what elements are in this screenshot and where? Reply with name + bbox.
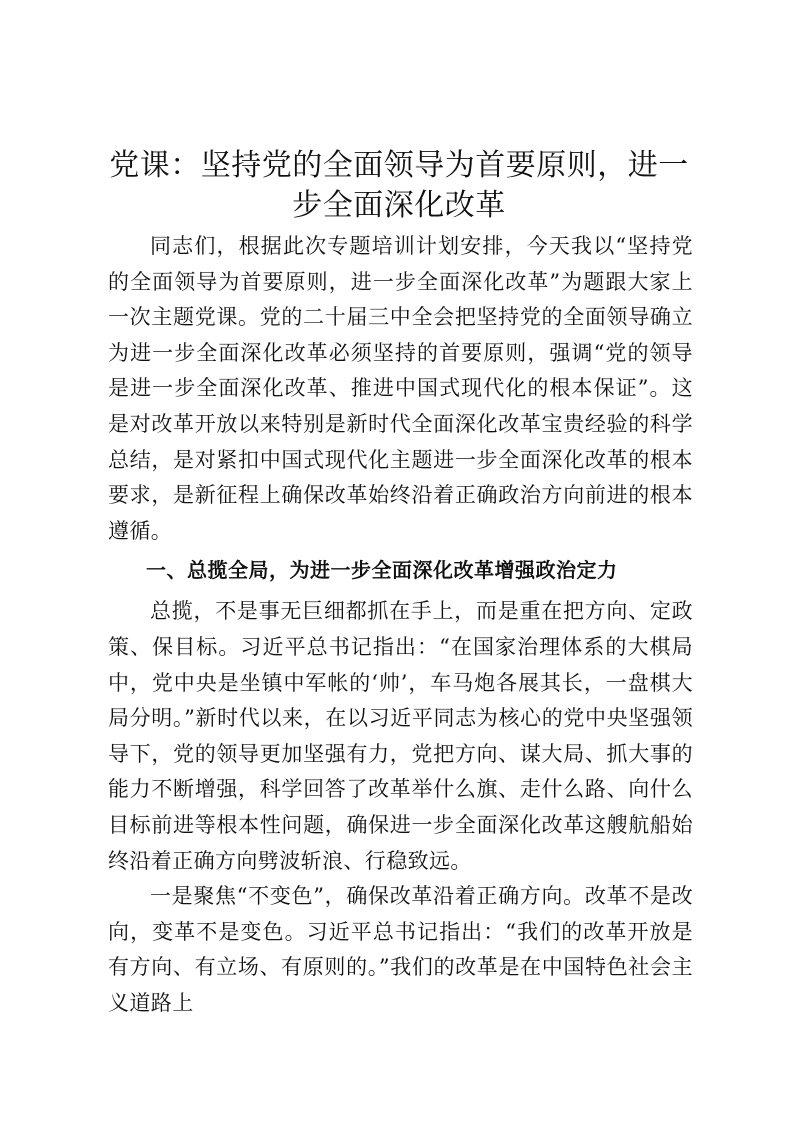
paragraph-point-one: 一是聚焦“不变色”，确保改革沿着正确方向。改革不是改向，变革不是变色。习近平总书记指出：“我们的改革开放是有方向、有立场、有原则的。”我们的改革是在中国特色社会主义道路上 — [108, 884, 693, 1015]
section-heading-1: 一、总揽全局，为进一步全面深化改革增强政治定力 — [146, 558, 618, 583]
document-body — [108, 229, 693, 1021]
paragraph-overview: 总揽，不是事无巨细都抓在手上，而是重在把方向、定政策、保目标。习近平总书记指出：“在国家治理体系的大棋局中，党中央是坐镇中军帐的‘帅’，车马炮各展其长，一盘棋大局分明。”新时代以来，在以习近平同志为核心的党中央坚强领导下，党的领导更加坚强有力，党把方向、谋大局、抓大事的能力不断增强，科学回答了改革举什么旗、走什么路、向什么目标前进等根本性问题，确保进一步全面深化改革这艘航船始终沿着正确方向劈波斩浪、行稳致远。 — [108, 599, 693, 873]
document-title: 党课：坚持党的全面领导为首要原则，进一步全面深化改革 — [109, 148, 689, 223]
paragraph-intro: 同志们，根据此次专题培训计划安排，今天我以“坚持党的全面领导为首要原则，进一步全面深化改革”为题跟大家上一次主题党课。党的二十届三中全会把坚持党的全面领导确立为进一步全面深化改革必须坚持的首要原则，强调“党的领导是进一步全面深化改革、推进中国式现代化的根本保证”。这是对改革开放以来特别是新时代全面深化改革宝贵经验的科学总结，是对紧扣中国式现代化主题进一步全面深化改革的根本要求，是新征程上确保改革始终沿着正确政治方向前进的根本遵循。 — [108, 234, 693, 543]
